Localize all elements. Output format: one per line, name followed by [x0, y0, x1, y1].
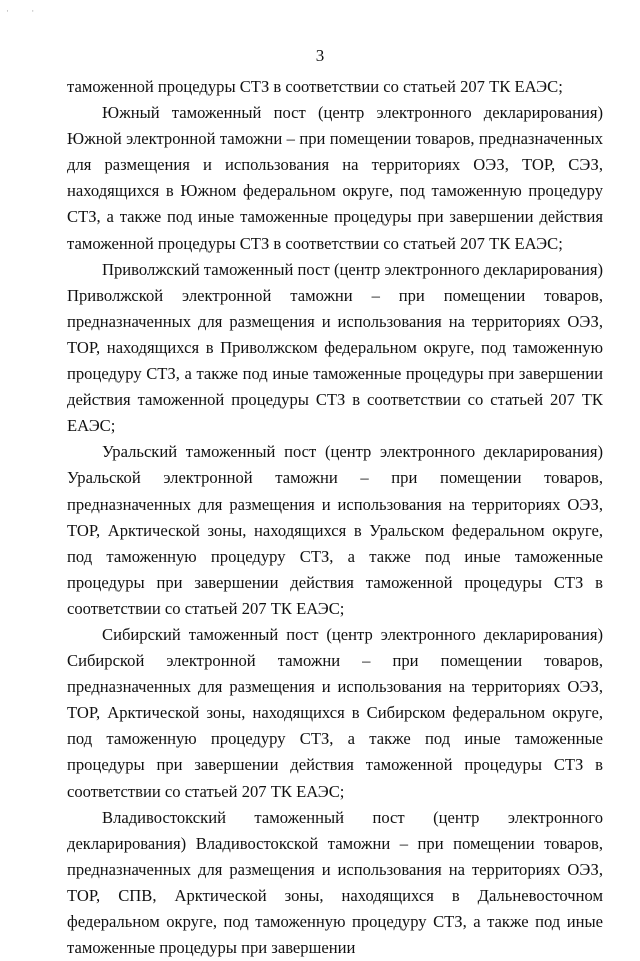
page-number: 3: [315, 46, 325, 65]
paragraph-vladivostoksky-post: Владивостокский таможенный пост (центр электронного декларирования) Владивостокской таможни – при помещении товаров, предназначенных для размещения и использования на территориях ОЭЗ, ТОР, СПВ, Арктической зоны, находящихся в Дальневосточном федеральном округе, под таможенную процедуру СТЗ, а также под иные таможенные процедуры при завершении: [67, 807, 603, 958]
paragraph-continuation: таможенной процедуры СТЗ в соответствии со статьей 207 ТК ЕАЭС;: [67, 77, 563, 96]
paragraph-sibirsky-post: Сибирский таможенный пост (центр электронного декларирования) Сибирской электронной таможни – при помещении товаров, предназначенных для размещения и использования на территориях ОЭЗ, ТОР, Арктической зоны, находящихся в Сибирском федеральном округе, под таможенную процедуру СТЗ, а также под иные таможенные процедуры при завершении действия таможенной процедуры СТЗ в соответствии со статьей 207 ТК ЕАЭС;: [67, 624, 603, 801]
document-body: [67, 74, 603, 961]
paragraph-uralsky-post: Уральский таможенный пост (центр электронного декларирования) Уральской электронной таможни – при помещении товаров, предназначенных для размещения и использования на территориях ОЭЗ, ТОР, Арктической зоны, находящихся в Уральском федеральном округе, под таможенную процедуру СТЗ, а также под иные таможенные процедуры при завершении действия таможенной процедуры СТЗ в соответствии со статьей 207 ТК ЕАЭС;: [67, 442, 603, 618]
scan-artifact: · ·: [6, 6, 45, 16]
paragraph-yuzhny-post: Южный таможенный пост (центр электронного декларирования) Южной электронной таможни – при помещении товаров, предназначенных для размещения и использования на территориях ОЭЗ, ТОР, СЭЗ, находящихся в Южном федеральном округе, под таможенную процедуру СТЗ, а также под иные таможенные процедуры при завершении действия таможенной процедуры СТЗ в соответствии со статьей 207 ТК ЕАЭС;: [67, 103, 603, 253]
paragraph-privolzhsky-post: Приволжский таможенный пост (центр электронного декларирования) Приволжской электронной таможни – при помещении товаров, предназначенных для размещения и использования на территориях ОЭЗ, ТОР, находящихся в Приволжском федеральном округе, под таможенную процедуру СТЗ, а также под иные таможенные процедуры при завершении действия таможенной процедуры СТЗ в соответствии со статьей 207 ТК ЕАЭС;: [67, 259, 603, 436]
